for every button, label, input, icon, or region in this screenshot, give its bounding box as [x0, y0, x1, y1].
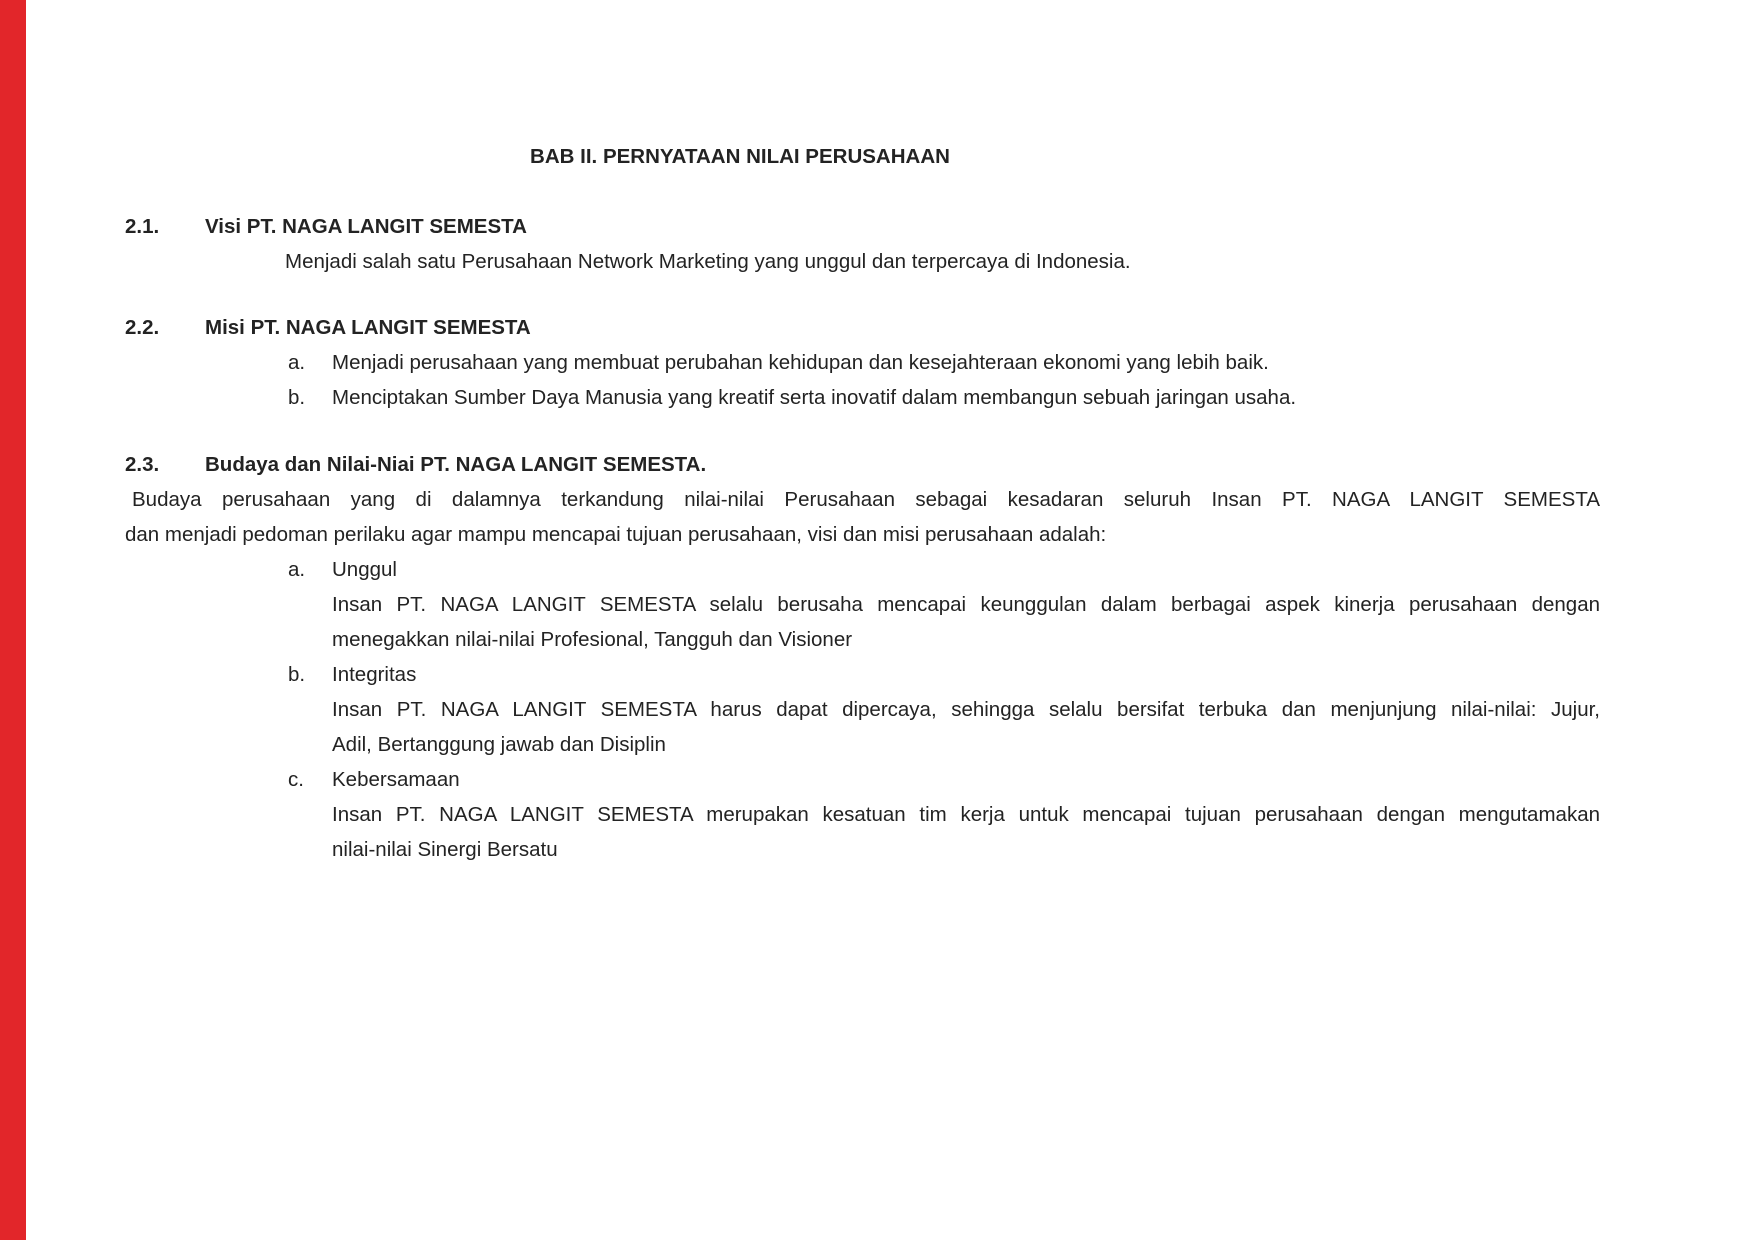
vision-statement: Menjadi salah satu Perusahaan Network Marketing yang unggul dan terpercaya di Indonesia.	[285, 250, 1131, 273]
section-heading-row	[125, 209, 1600, 244]
section-visi	[125, 209, 1600, 279]
description-line: Adil, Bertanggung jawab dan Disiplin	[332, 733, 666, 756]
value-label: Unggul	[332, 558, 397, 581]
value-label: Integritas	[332, 663, 417, 686]
list-item-text: Menjadi perusahaan yang membuat perubahan kehidupan dan kesejahteraan ekonomi yang lebih baik.	[332, 351, 1269, 374]
list-marker: b.	[288, 663, 306, 686]
value-item	[125, 552, 1600, 587]
section-heading: Misi PT. NAGA LANGIT SEMESTA	[205, 316, 531, 339]
list-item	[125, 345, 1600, 380]
section-number: 2.1.	[125, 215, 160, 238]
paragraph-line: Budaya perusahaan yang di dalamnya terkandung nilai-nilai Perusahaan sebagai kesadaran seluruh Insan PT. NAGA LANGIT SEMESTA	[132, 488, 1600, 511]
list-item-text: Menciptakan Sumber Daya Manusia yang kreatif serta inovatif dalam membangun sebuah jaringan usaha.	[332, 386, 1297, 409]
section-intro-paragraph	[125, 482, 1600, 552]
list-marker: a.	[288, 351, 306, 374]
list-marker: a.	[288, 558, 306, 581]
section-number: 2.3.	[125, 453, 160, 476]
description-line: menegakkan nilai-nilai Profesional, Tangguh dan Visioner	[332, 628, 853, 651]
value-item	[125, 657, 1600, 692]
paragraph-line: dan menjadi pedoman perilaku agar mampu mencapai tujuan perusahaan, visi dan misi perusahaan adalah:	[125, 523, 1107, 546]
section-budaya	[125, 447, 1600, 867]
value-description	[332, 797, 1600, 867]
value-label: Kebersamaan	[332, 768, 460, 791]
value-description	[332, 587, 1600, 657]
section-heading-row	[125, 447, 1600, 482]
list-marker: b.	[288, 386, 306, 409]
section-heading-row	[125, 310, 1600, 345]
description-line: Insan PT. NAGA LANGIT SEMESTA merupakan kesatuan tim kerja untuk mencapai tujuan perusahaan dengan mengutamakan	[332, 803, 1600, 826]
section-heading: Visi PT. NAGA LANGIT SEMESTA	[205, 215, 527, 238]
section-misi	[125, 310, 1600, 415]
list-item	[125, 380, 1600, 415]
section-heading: Budaya dan Nilai-Niai PT. NAGA LANGIT SEMESTA.	[205, 453, 707, 476]
list-marker: c.	[288, 768, 304, 791]
description-line: Insan PT. NAGA LANGIT SEMESTA selalu berusaha mencapai keunggulan dalam berbagai aspek kinerja perusahaan dengan	[332, 593, 1600, 616]
description-line: Insan PT. NAGA LANGIT SEMESTA harus dapat dipercaya, sehingga selalu bersifat terbuka dan menjunjung nilai-nilai: Jujur,	[332, 698, 1600, 721]
description-line: nilai-nilai Sinergi Bersatu	[332, 838, 558, 861]
chapter-title: BAB II. PERNYATAAN NILAI PERUSAHAAN	[530, 145, 950, 168]
value-description	[332, 692, 1600, 762]
value-item	[125, 762, 1600, 797]
section-number: 2.2.	[125, 316, 160, 339]
